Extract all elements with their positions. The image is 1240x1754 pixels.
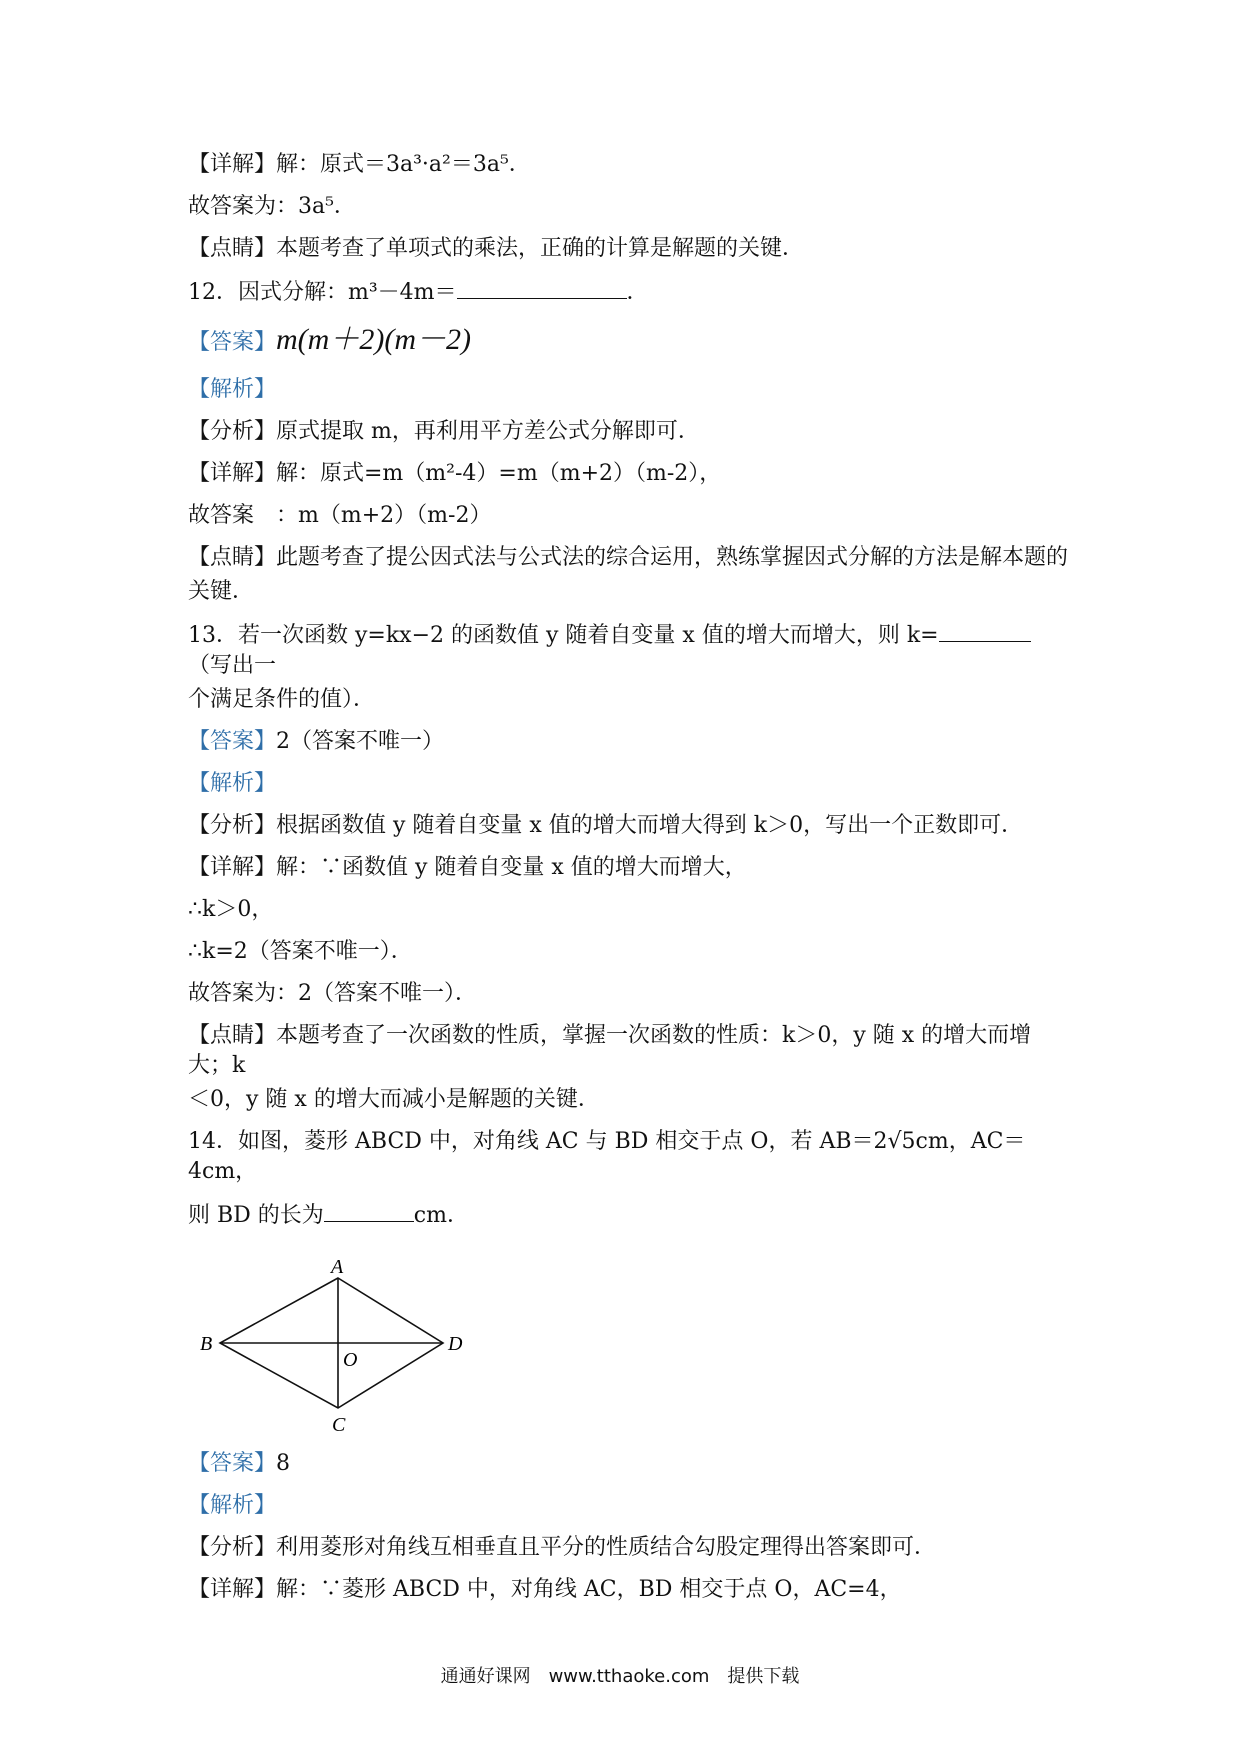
answer-value: 8 <box>276 1451 291 1476</box>
analysis-tag-13: 【解析】 <box>188 771 277 796</box>
result-line-12: 故答案 ：m（m+2）（m-2） <box>188 503 492 528</box>
question-13-cont: 个满足条件的值）． <box>188 687 376 712</box>
note-line-12b: 关键． <box>188 579 255 604</box>
answer-blank <box>457 276 627 299</box>
label-o: O <box>343 1349 358 1371</box>
label-d: D <box>448 1333 463 1355</box>
question-13 <box>188 619 1068 681</box>
note-line-11: 【点睛】本题考查了单项式的乘法，正确的计算是解题的关键． <box>188 236 805 261</box>
answer-blank <box>324 1199 414 1222</box>
question-14-cont <box>188 1199 1068 1231</box>
analysis-tag-12: 【解析】 <box>188 377 277 402</box>
question-13-end: （写出一 <box>188 653 277 678</box>
question-14-text: 则 BD 的长为 <box>188 1203 324 1228</box>
analysis-tag-14: 【解析】 <box>188 1493 277 1518</box>
answer-tag: 【答案】 <box>188 729 277 754</box>
page-footer: 通通好课网 www.tthaoke.com 提供下载 <box>440 1666 800 1687</box>
question-12-end: ． <box>626 280 649 305</box>
note-line-13a: 【点睛】本题考查了一次函数的性质，掌握一次函数的性质：k＞0，y 随 x 的增大而增大；k <box>188 1023 1032 1078</box>
result-line-13: 故答案为：2（答案不唯一）． <box>188 981 477 1006</box>
detail-line-13a: 【详解】解：∵函数值 y 随着自变量 x 值的增大而增大， <box>188 855 747 880</box>
answer-12 <box>188 320 1068 363</box>
answer-tag: 【答案】 <box>188 1451 277 1476</box>
question-14: 14．如图，菱形 ABCD 中，对角线 AC 与 BD 相交于点 O，若 AB＝2√5cm，AC＝4cm， <box>188 1129 1026 1184</box>
answer-blank <box>939 619 1031 642</box>
answer-line-11: 故答案为：3a⁵． <box>188 194 356 219</box>
note-line-12a: 【点睛】此题考查了提公因式法与公式法的综合运用，熟练掌握因式分解的方法是解本题的 <box>188 545 1069 570</box>
question-12 <box>188 276 1068 308</box>
note-line-13b: ＜0，y 随 x 的增大而减小是解题的关键． <box>188 1087 600 1112</box>
answer-tag: 【答案】 <box>188 330 277 355</box>
analysis-line-12: 【分析】原式提取 m，再利用平方差公式分解即可． <box>188 419 700 444</box>
rhombus-figure <box>198 1243 518 1433</box>
label-b: B <box>200 1333 213 1355</box>
answer-13 <box>188 727 1068 757</box>
document-body <box>188 150 1068 1617</box>
question-13-text: 13．若一次函数 y=kx−2 的函数值 y 随着自变量 x 值的增大而增大，则 k= <box>188 623 939 648</box>
answer-value: 2（答案不唯一） <box>276 729 445 754</box>
answer-value: m(m＋2)(m－2) <box>276 323 471 356</box>
detail-line-12: 【详解】解：原式=m（m²-4）=m（m+2）（m-2）， <box>188 461 722 486</box>
label-a: A <box>331 1256 344 1278</box>
analysis-line-14: 【分析】利用菱形对角线互相垂直且平分的性质结合勾股定理得出答案即可． <box>188 1535 937 1560</box>
question-12-text: 12．因式分解：m³－4m＝ <box>188 280 457 305</box>
rhombus-diagram <box>198 1243 518 1433</box>
analysis-line-13: 【分析】根据函数值 y 随着自变量 x 值的增大而增大得到 k＞0，写出一个正数即可． <box>188 813 1024 838</box>
question-14-end: cm． <box>413 1203 469 1228</box>
label-c: C <box>332 1414 346 1433</box>
detail-line-11: 【详解】解：原式＝3a³·a²＝3a⁵． <box>188 152 531 177</box>
detail-line-13b: ∴k＞0， <box>188 897 274 922</box>
answer-14 <box>188 1449 1068 1479</box>
detail-line-13c: ∴k=2（答案不唯一）． <box>188 939 413 964</box>
detail-line-14: 【详解】解：∵菱形 ABCD 中，对角线 AC，BD 相交于点 O，AC=4， <box>188 1577 902 1602</box>
